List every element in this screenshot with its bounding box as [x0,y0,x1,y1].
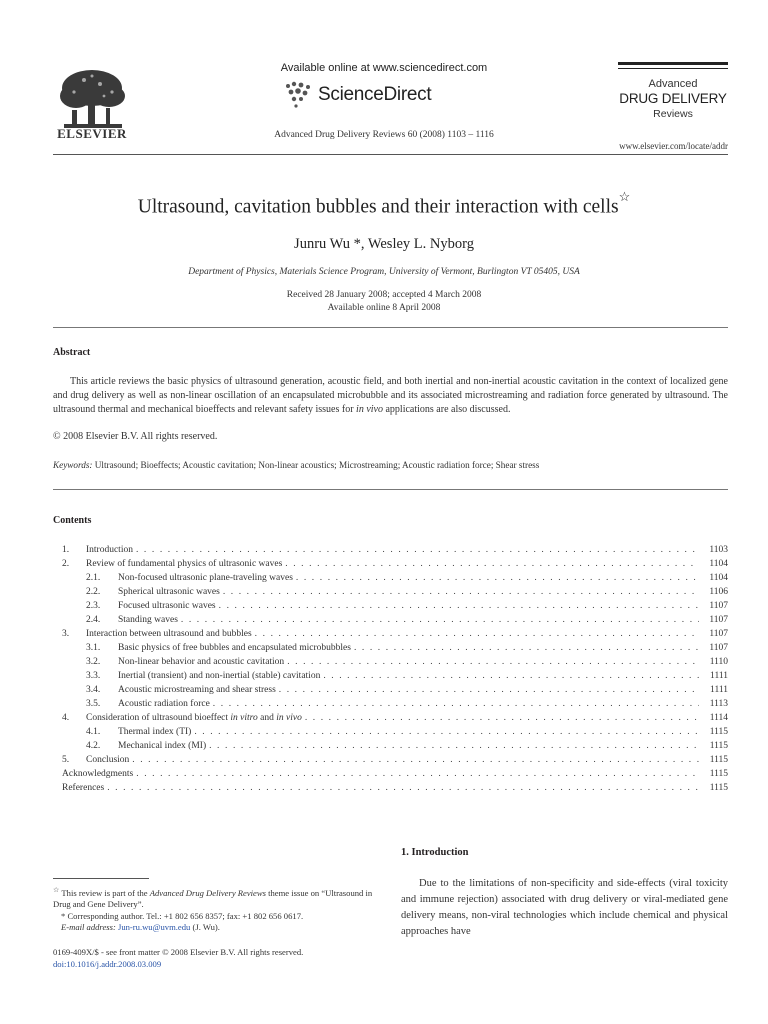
toc-entry-title: References [62,783,105,793]
journal-citation: Advanced Drug Delivery Reviews 60 (2008) 1103 – 1116 [274,130,494,140]
toc-entry-page: 1110 [709,657,728,667]
toc-entry-page: 1104 [709,573,728,583]
toc-entry-number: 1. [62,545,70,555]
toc-leader-dots [323,671,699,681]
keywords-line [53,460,539,470]
toc-entry[interactable] [62,569,728,583]
toc-entry[interactable] [62,737,728,751]
table-of-contents [62,541,728,793]
toc-entry-title: Inertial (transient) and non-inertial (stable) cavitation [118,671,321,681]
theme-text-2: theme issue on “Ultrasound in Drug and Gene Delivery”. [53,887,373,910]
toc-entry-title: Interaction between ultrasound and bubbles [86,629,252,639]
toc-entry[interactable] [62,779,728,793]
toc-leader-dots [136,545,699,555]
abstract-text-2: applications are also discussed. [382,404,511,415]
toc-entry-page: 1113 [709,699,728,709]
article-title-text: Ultrasound, cavitation bubbles and their interaction with cells [137,196,619,218]
toc-entry-number: 2.4. [86,615,101,625]
toc-leader-dots [279,685,699,695]
toc-entry-title: Mechanical index (MI) [118,741,207,751]
journal-brand-line-1: Advanced [648,78,698,90]
abstract-copyright: © 2008 Elsevier B.V. All rights reserved. [53,431,218,442]
toc-entry-title: Acknowledgments [62,769,134,779]
toc-entry[interactable] [62,611,728,625]
journal-brand-line-3: Reviews [653,108,693,120]
toc-entry-page: 1114 [709,713,728,723]
sciencedirect-brand: ScienceDirect [318,84,432,105]
keywords-list: Ultrasound; Bioeffects; Acoustic cavitation; Non-linear acoustics; Microstreaming; Acoustic radiation force; Shear stress [94,460,540,470]
toc-entry-number: 4.2. [86,741,101,751]
toc-entry-number: 4. [62,713,70,723]
toc-entry-title: Thermal index (TI) [118,727,192,737]
abstract-text-1: This article reviews the basic physics of ultrasound generation, acoustic field, and both inertial and non-inertial acoustic cavitation in the context of localized gene and drug delivery as well as non-linear oscillation of an encapsulated microbubble and its associated microstreaming and radiation force generated by ultrasound. The ultrasound thermal and mechanical bioeffects and relevant safety issues for [53,376,728,415]
toc-entry[interactable] [62,709,728,723]
toc-entry-page: 1107 [709,643,728,653]
toc-leader-dots [213,699,699,709]
toc-leader-dots [305,713,699,723]
email-label: E-mail address: [61,922,116,933]
toc-entry-page: 1107 [709,629,728,639]
toc-entry-number: 2.3. [86,601,101,611]
toc-entry[interactable] [62,653,728,667]
toc-entry[interactable] [62,723,728,737]
toc-entry-title: Non-linear behavior and acoustic cavitation [118,657,285,667]
authors-line: Junru Wu *, Wesley L. Nyborg [294,236,474,252]
email-link[interactable]: Jun-ru.wu@uvm.edu [117,922,191,933]
toc-entry-title: Conclusion [86,755,130,765]
intro-body [401,876,728,940]
toc-entry-page: 1111 [710,685,728,695]
toc-leader-dots [287,657,699,667]
header-divider [53,154,728,155]
toc-entry-number: 3.5. [86,699,101,709]
doi-link[interactable]: doi:10.1016/j.addr.2008.03.009 [53,959,162,969]
toc-entry[interactable] [62,541,728,555]
title-footnote-mark[interactable]: ☆ [618,189,631,204]
toc-leader-dots [296,573,699,583]
toc-entry-number: 2. [62,559,70,569]
toc-entry-number: 3.1. [86,643,101,653]
article-title [0,189,768,219]
toc-entry-number: 4.1. [86,727,101,737]
toc-leader-dots [354,643,699,653]
contents-heading: Contents [53,515,92,526]
toc-entry-page: 1115 [709,727,728,737]
journal-brand-line-2: DRUG DELIVERY [619,91,727,106]
corresponding-author-footnote: * Corresponding author. Tel.: +1 802 656 8357; fax: +1 802 656 0617. [61,910,304,921]
toc-leader-dots [285,559,699,569]
toc-entry-page: 1115 [709,741,728,751]
journal-url-link[interactable]: www.elsevier.com/locate/addr [619,141,728,151]
toc-entry-title: Spherical ultrasonic waves [118,587,220,597]
theme-footnote [53,885,388,911]
toc-entry-number: 3. [62,629,70,639]
abstract-divider [53,489,728,490]
toc-leader-dots [194,727,699,737]
toc-entry-title: Review of fundamental physics of ultrasonic waves [86,559,283,569]
toc-entry-title: Consideration of ultrasound bioeffect in vitro and in vivo [86,713,302,723]
publisher-name: ELSEVIER [57,126,127,141]
journal-brand-rule [618,62,728,65]
toc-leader-dots [136,769,699,779]
toc-entry-number: 3.4. [86,685,101,695]
toc-entry-title: Acoustic radiation force [118,699,210,709]
toc-entry-page: 1111 [710,671,728,681]
toc-entry-number: 2.2. [86,587,101,597]
toc-entry-page: 1107 [709,615,728,625]
available-online-text: Available online at www.sciencedirect.com [280,62,488,74]
toc-entry-page: 1106 [709,587,728,597]
toc-entry-page: 1104 [709,559,728,569]
toc-entry-page: 1107 [709,601,728,611]
toc-leader-dots [132,755,699,765]
toc-entry-title: Basic physics of free bubbles and encapsulated microbubbles [118,643,351,653]
abstract-heading: Abstract [53,347,91,358]
footnote-star: ☆ [53,886,60,894]
toc-entry-page: 1115 [709,755,728,765]
toc-entry[interactable] [62,751,728,765]
article-dates [0,289,768,315]
toc-leader-dots [219,601,699,611]
toc-entry[interactable] [62,695,728,709]
footnote-rule [53,878,149,879]
title-divider [53,327,728,328]
toc-entry-number: 5. [62,755,70,765]
toc-entry[interactable] [62,597,728,611]
toc-entry[interactable] [62,625,728,639]
journal-brand-rule-thin [618,68,728,69]
toc-entry-number: 3.2. [86,657,101,667]
received-dates: Received 28 January 2008; accepted 4 March 2008 [286,290,482,300]
email-footnote [53,922,388,934]
footnotes [53,885,388,934]
toc-entry-page: 1103 [709,545,728,555]
toc-entry-page: 1115 [709,769,728,779]
toc-entry[interactable] [62,681,728,695]
toc-entry-title: Focused ultrasonic waves [118,601,216,611]
toc-entry[interactable] [62,583,728,597]
toc-leader-dots [223,587,699,597]
toc-entry-title: Acoustic microstreaming and shear stress [118,685,276,695]
toc-entry-title: Standing waves [118,615,178,625]
toc-entry[interactable] [62,765,728,779]
abstract-body [53,375,728,417]
theme-journal: Advanced Drug Delivery Reviews [149,887,266,898]
intro-paragraph: Due to the limitations of non-specificity and side-effects (viral toxicity and immune rejection) associated with drug delivery or viral-mediated gene delivery means, non-viral technologies which include chemical and physical approaches have [401,878,728,937]
intro-heading: 1. Introduction [401,847,469,858]
toc-entry[interactable] [62,639,728,653]
email-after: (J. Wu). [190,922,220,933]
theme-text-1: This review is part of the [61,887,150,898]
toc-entry-title: Non-focused ultrasonic plane-traveling waves [118,573,293,583]
toc-entry[interactable] [62,555,728,569]
toc-entry[interactable] [62,667,728,681]
issn-block [53,946,303,970]
keywords-label: Keywords: [53,460,93,470]
toc-leader-dots [209,741,699,751]
available-date: Available online 8 April 2008 [327,303,441,313]
toc-entry-page: 1115 [709,783,728,793]
toc-leader-dots [181,615,699,625]
issn-line: 0169-409X/$ - see front matter © 2008 Elsevier B.V. All rights reserved. [53,947,304,957]
toc-entry-title: Introduction [86,545,133,555]
toc-entry-number: 3.3. [86,671,101,681]
toc-leader-dots [255,629,699,639]
abstract-italic: in vivo [356,404,383,415]
affiliation: Department of Physics, Materials Science Program, University of Vermont, Burlington VT 05405, USA [188,267,580,277]
sciencedirect-dots-icon [282,78,316,112]
toc-leader-dots [107,783,699,793]
toc-entry-number: 2.1. [86,573,101,583]
